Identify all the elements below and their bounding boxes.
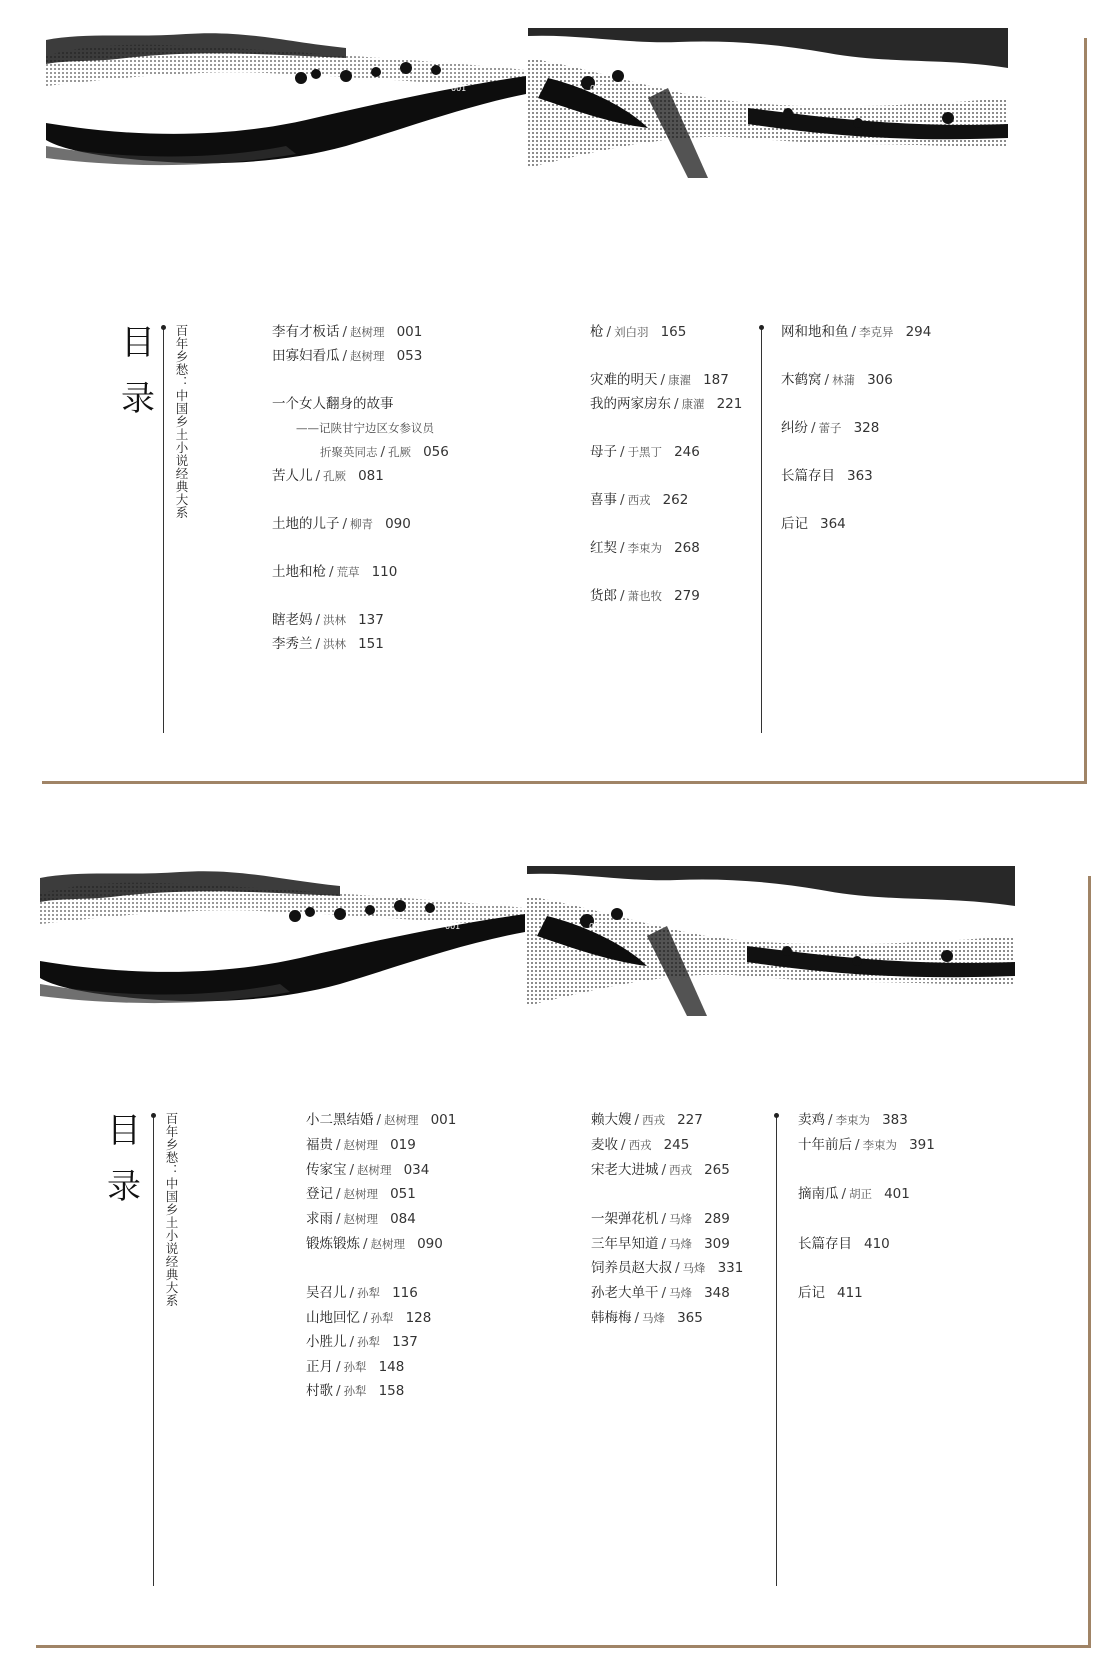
toc-entry[interactable]: 福贵 / 赵树理 019 <box>306 1137 416 1153</box>
page-mark-left: 001 <box>451 84 467 93</box>
toc-entry[interactable]: 求雨 / 赵树理 084 <box>306 1211 416 1227</box>
toc-entry[interactable]: 卖鸡 / 李束为 383 <box>798 1112 908 1128</box>
toc-entry[interactable]: 麦收 / 西戎 245 <box>591 1137 690 1153</box>
toc-entry[interactable]: 枪 / 刘白羽 165 <box>590 324 687 340</box>
toc-entry[interactable]: 小胜儿 / 孙犁 137 <box>306 1334 418 1350</box>
toc-entry[interactable]: 红契 / 李束为 268 <box>590 540 700 556</box>
toc-entry[interactable]: 瞎老妈 / 洪林 137 <box>272 612 384 628</box>
toc-entry[interactable]: 网和地和鱼 / 李克异 294 <box>781 324 932 340</box>
toc-spread-1 <box>46 28 1081 778</box>
toc-entry[interactable]: 韩梅梅 / 马烽 365 <box>591 1310 703 1326</box>
toc-entry[interactable]: 土地和枪 / 荒草 110 <box>272 564 398 580</box>
toc-entry[interactable]: 一架弹花机 / 马烽 289 <box>591 1211 730 1227</box>
toc-entry[interactable]: 田寡妇看瓜 / 赵树理 053 <box>272 348 423 364</box>
ink-landscape-illustration <box>40 866 1085 1046</box>
page-frame-right <box>1088 876 1091 1648</box>
page-mark-right: 002 <box>589 922 605 931</box>
toc-entry[interactable]: 饲养员赵大叔 / 马烽 331 <box>591 1260 744 1276</box>
toc-entry[interactable]: 小二黑结婚 / 赵树理 001 <box>306 1112 457 1128</box>
toc-entry[interactable]: 吴召儿 / 孙犁 116 <box>306 1285 418 1301</box>
toc-entry[interactable]: 孙老大单干 / 马烽 348 <box>591 1285 730 1301</box>
divider-line-right <box>761 328 762 733</box>
toc-entry-subtitle: ——记陕甘宁边区女参议员 <box>296 421 434 435</box>
toc-entry[interactable]: 木鹤窝 / 林蒲 306 <box>781 372 893 388</box>
toc-entry[interactable]: 货郎 / 萧也牧 279 <box>590 588 700 604</box>
toc-entry[interactable]: 登记 / 赵树理 051 <box>306 1186 416 1202</box>
toc-entry[interactable]: 喜事 / 西戎 262 <box>590 492 689 508</box>
page-frame-bottom <box>36 1645 1091 1648</box>
toc-entry[interactable]: 苦人儿 / 孔厥 081 <box>272 468 384 484</box>
toc-title: 目 录 <box>121 323 155 419</box>
toc-entry[interactable]: 宋老大进城 / 西戎 265 <box>591 1162 730 1178</box>
toc-entry[interactable]: 锻炼锻炼 / 赵树理 090 <box>306 1236 443 1252</box>
toc-entry[interactable]: 灾难的明天 / 康濯 187 <box>590 372 729 388</box>
toc-entry[interactable]: 土地的儿子 / 柳青 090 <box>272 516 411 532</box>
toc-entry[interactable]: 赖大嫂 / 西戎 227 <box>591 1112 703 1128</box>
toc-entry[interactable]: 正月 / 孙犁 148 <box>306 1359 405 1375</box>
series-title: 百年乡愁：中国乡土小说经典大系 <box>164 1112 179 1307</box>
toc-spread-2 <box>40 866 1085 1642</box>
toc-entry-subtitle-line: 折聚英同志 / 孔厥 056 <box>320 444 449 460</box>
divider-line-right <box>776 1116 777 1586</box>
toc-title: 目 录 <box>107 1111 141 1207</box>
page-frame-bottom <box>42 781 1087 784</box>
series-title: 百年乡愁：中国乡土小说经典大系 <box>174 324 189 519</box>
toc-entry[interactable]: 三年早知道 / 马烽 309 <box>591 1236 730 1252</box>
toc-entry[interactable]: 长篇存目 363 <box>781 468 873 484</box>
toc-entry[interactable]: 十年前后 / 李束为 391 <box>798 1137 935 1153</box>
toc-entry[interactable]: 长篇存目 410 <box>798 1236 890 1252</box>
toc-entry[interactable]: 李有才板话 / 赵树理 001 <box>272 324 423 340</box>
toc-entry[interactable]: 传家宝 / 赵树理 034 <box>306 1162 430 1178</box>
ink-landscape-illustration <box>46 28 1081 198</box>
toc-entry[interactable]: 李秀兰 / 洪林 151 <box>272 636 384 652</box>
page-mark-right: 002 <box>590 84 606 93</box>
divider-line-left <box>163 328 164 733</box>
divider-line-left <box>153 1116 154 1586</box>
toc-entry[interactable]: 纠纷 / 蕾子 328 <box>781 420 880 436</box>
page-frame-right <box>1084 38 1087 784</box>
toc-entry[interactable]: 一个女人翻身的故事 <box>272 396 394 412</box>
toc-entry[interactable]: 摘南瓜 / 胡正 401 <box>798 1186 910 1202</box>
toc-entry[interactable]: 山地回忆 / 孙犁 128 <box>306 1310 432 1326</box>
toc-entry[interactable]: 后记 364 <box>781 516 846 532</box>
toc-entry[interactable]: 村歌 / 孙犁 158 <box>306 1383 405 1399</box>
toc-entry[interactable]: 后记 411 <box>798 1285 863 1301</box>
toc-entry[interactable]: 母子 / 于黑丁 246 <box>590 444 700 460</box>
page-mark-left: 001 <box>445 922 461 931</box>
toc-entry[interactable]: 我的两家房东 / 康濯 221 <box>590 396 743 412</box>
